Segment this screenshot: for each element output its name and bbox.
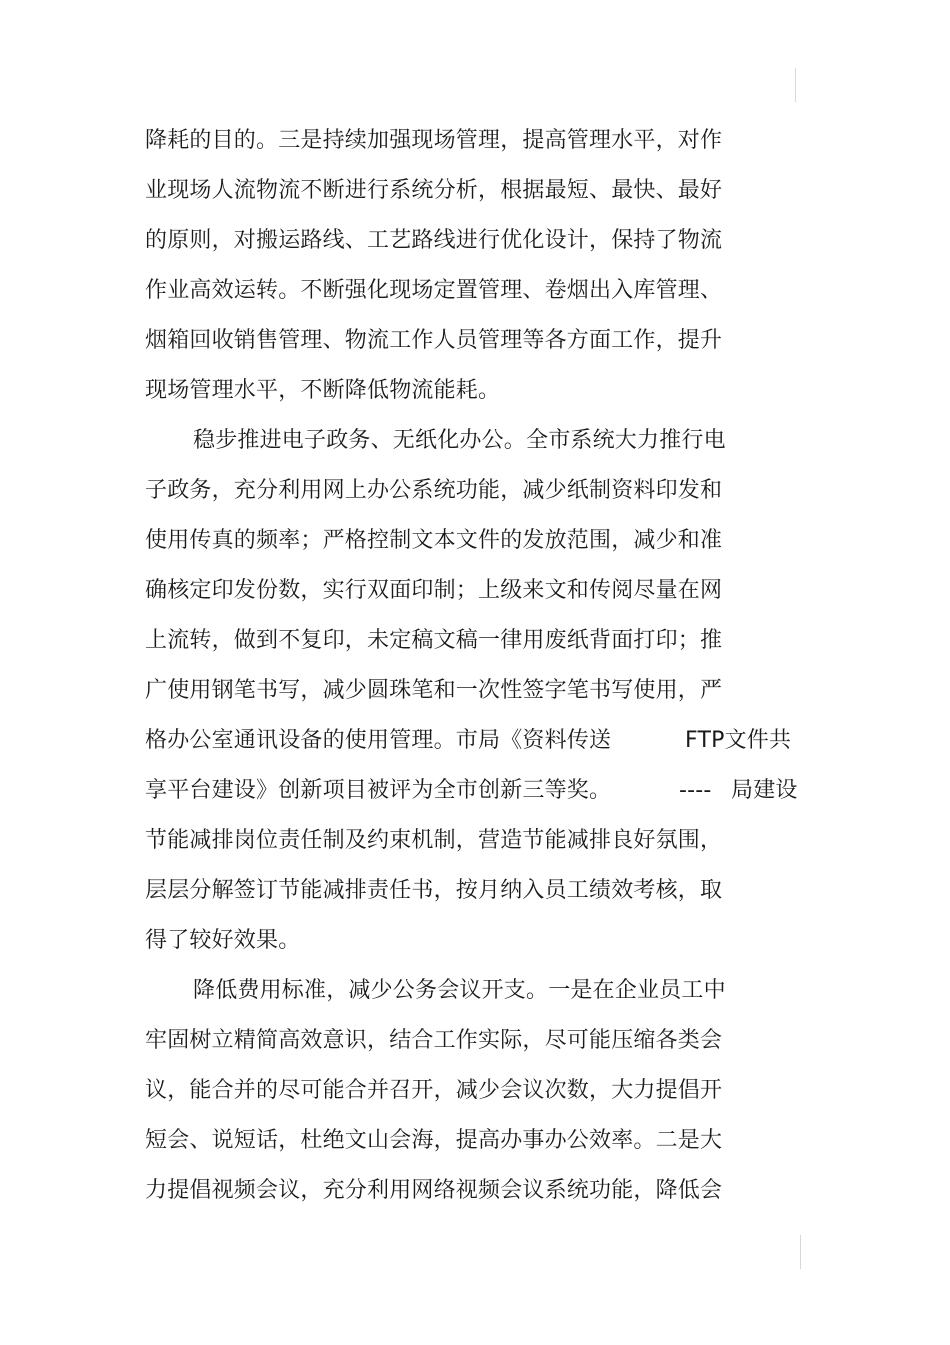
text-line: 议，能合并的尽可能合并召开，减少会议次数，大力提倡开 xyxy=(145,1078,723,1103)
page-edge-mark-bottom xyxy=(800,1235,801,1269)
text-line: 得了较好效果。 xyxy=(145,928,301,953)
text-line: 降耗的目的。三是持续加强现场管理，提高管理水平，对作 xyxy=(145,128,723,153)
text-segment: 局建设 xyxy=(731,778,798,803)
text-line: 业现场人流物流不断进行系统分析，根据最短、最快、最好 xyxy=(145,178,723,203)
text-line: 节能减排岗位责任制及约束机制，营造节能减排良好氛围， xyxy=(145,828,723,853)
text-line: 短会、说短话，杜绝文山会海，提高办事办公效率。二是大 xyxy=(145,1128,723,1153)
text-line: 的原则，对搬运路线、工艺路线进行优化设计，保持了物流 xyxy=(145,228,723,253)
text-line: 力提倡视频会议，充分利用网络视频会议系统功能，降低会 xyxy=(145,1178,723,1203)
text-line-split xyxy=(145,776,805,806)
text-line: 烟箱回收销售管理、物流工作人员管理等各方面工作，提升 xyxy=(145,328,723,353)
text-segment: 享平台建设》创新项目被评为全市创新三等奖。 xyxy=(145,778,612,803)
text-segment: ---- xyxy=(679,778,712,803)
paragraph-first-line: 降低费用标准，减少公务会议开支。一是在企业员工中 xyxy=(193,978,726,1003)
text-segment: FTP文件共 xyxy=(685,728,792,753)
text-line: 层层分解签订节能减排责任书，按月纳入员工绩效考核，取 xyxy=(145,878,723,903)
text-line: 现场管理水平，不断降低物流能耗。 xyxy=(145,378,501,403)
text-line: 确核定印发份数，实行双面印制；上级来文和传阅尽量在网 xyxy=(145,578,723,603)
text-line: 子政务，充分利用网上办公系统功能，减少纸制资料印发和 xyxy=(145,478,723,503)
text-line-split xyxy=(145,726,805,756)
text-line: 使用传真的频率；严格控制文本文件的发放范围，减少和准 xyxy=(145,528,723,553)
page-edge-mark-top xyxy=(795,68,796,102)
text-line: 牢固树立精简高效意识，结合工作实际，尽可能压缩各类会 xyxy=(145,1028,723,1053)
text-line: 作业高效运转。不断强化现场定置管理、卷烟出入库管理、 xyxy=(145,278,723,303)
text-line: 广使用钢笔书写，减少圆珠笔和一次性签字笔书写使用，严 xyxy=(145,678,723,703)
paragraph-first-line: 稳步推进电子政务、无纸化办公。全市系统大力推行电 xyxy=(193,428,726,453)
text-segment: 格办公室通讯设备的使用管理。市局《资料传送 xyxy=(145,728,612,753)
text-line: 上流转，做到不复印，未定稿文稿一律用废纸背面打印；推 xyxy=(145,628,723,653)
